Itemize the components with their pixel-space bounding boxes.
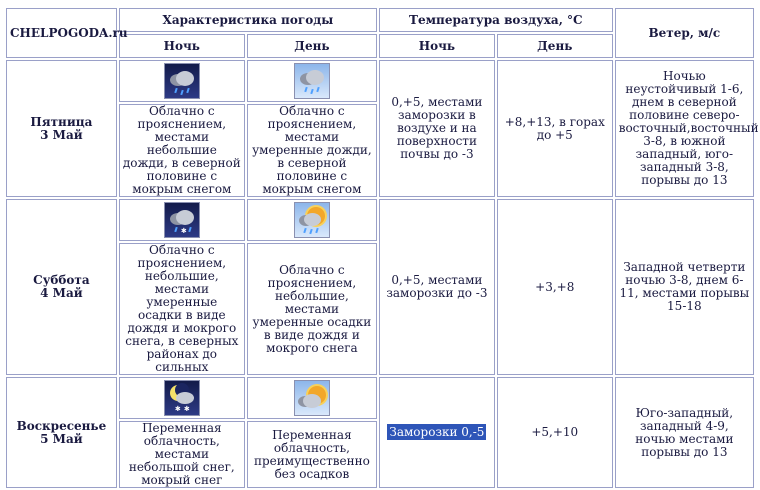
day-temperature: +3,+8	[497, 199, 613, 375]
cloud-rain-night-icon	[164, 63, 200, 99]
day-weather-description: Переменная облачность, преимущественно без осадков	[247, 421, 377, 488]
day-name: Воскресенье	[16, 418, 107, 433]
day-icon-cell	[247, 199, 377, 241]
day-name: Суббота	[33, 273, 90, 287]
day-temperature: +5,+10	[497, 377, 613, 488]
night-weather-description: Переменная облачность, местами небольшой снег, мокрый снег	[119, 421, 245, 488]
weather-night-header: Ночь	[119, 34, 245, 58]
night-icon-cell	[119, 60, 245, 102]
day-date: 3 Май	[40, 127, 83, 142]
day-label-saturday	[6, 199, 117, 375]
site-logo-text[interactable]: CHELPOGODA.ru	[6, 8, 117, 58]
weather-day-header: День	[247, 34, 377, 58]
cloud-rain-snow-night-icon: ✱	[164, 202, 200, 238]
night-temperature	[379, 377, 495, 488]
day-name: Пятница	[30, 114, 93, 129]
day-date: 5 Май	[40, 431, 83, 446]
night-weather-description: Облачно с прояснением, местами небольшие дожди, в северной половине с мокрым снегом	[119, 104, 245, 197]
night-icon-cell	[119, 199, 245, 241]
cloud-rain-day-icon	[294, 63, 330, 99]
sun-cloud-rain-icon	[294, 202, 330, 238]
night-weather-description: Облачно с прояснением, небольшие, местами умеренные осадки в виде дождя и мокрого снега, в северных районах до сильных	[119, 243, 245, 375]
day-icon-cell	[247, 377, 377, 419]
day-date: 4 Май	[40, 286, 83, 300]
day-weather-description: Облачно с прояснением, небольшие, местами умеренные осадки в виде дождя и мокрого снега	[247, 243, 377, 375]
wind-description: Западной четверти ночью 3-8, днем 6-11, местами порывы 15-18	[615, 199, 754, 375]
moon-cloud-snow-icon: ✱ ✱	[164, 380, 200, 416]
day-icon-cell	[247, 60, 377, 102]
day-label-sunday	[6, 377, 117, 488]
night-icon-cell	[119, 377, 245, 419]
weather-header: Характеристика погоды	[119, 8, 377, 32]
wind-header: Ветер, м/с	[615, 8, 754, 58]
wind-description: Ночью неустойчивый 1-6, днем в северной половине северо-восточный,восточный 3-8, в южной западный, юго-западный 3-8, порывы до 13	[615, 60, 754, 197]
temp-day-header: День	[497, 34, 613, 58]
weather-forecast	[4, 6, 759, 487]
night-temperature: 0,+5, местами заморозки до -3	[379, 199, 495, 375]
day-label-friday	[6, 60, 117, 197]
wind-description: Юго-западный, западный 4-9, ночью местами порывы до 13	[615, 377, 754, 488]
day-temperature: +8,+13, в горах до +5	[497, 60, 613, 197]
forecast-table	[4, 6, 759, 490]
temperature-header: Температура воздуха, °C	[379, 8, 613, 32]
temp-night-header: Ночь	[379, 34, 495, 58]
sun-cloud-icon	[294, 380, 330, 416]
night-temperature: 0,+5, местами заморозки в воздухе и на поверхности почвы до -3	[379, 60, 495, 197]
selected-text-highlight[interactable]: Заморозки 0,-5	[389, 425, 485, 439]
day-weather-description: Облачно с прояснением, местами умеренные дожди, в северной половине с мокрым снегом	[247, 104, 377, 197]
